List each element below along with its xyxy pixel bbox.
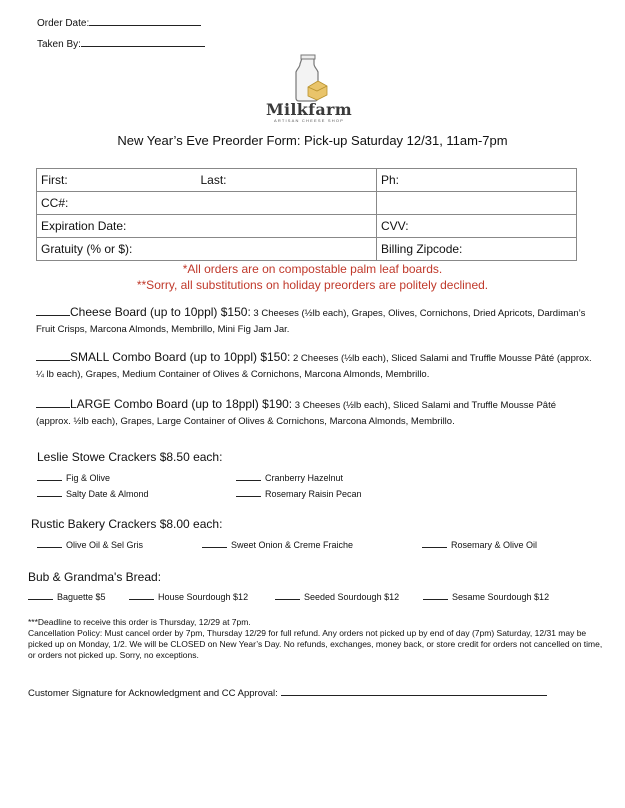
board-description: 2 Cheeses (½lb each), Sliced Salami and Truffle Mousse Pâté (approx. ¼ lb each), Grapes, Medium Container of Olives & Cornichons, Marcona Almonds, Membrillo. [36, 353, 592, 380]
cvv-cell[interactable] [377, 215, 577, 238]
board-option-small-combo[interactable] [36, 350, 592, 382]
rustic-item-olive-oil-sel-gris[interactable] [37, 539, 143, 550]
item-label: Rosemary & Olive Oil [451, 540, 538, 550]
cc-label: CC#: [41, 196, 69, 210]
expiration-cell[interactable] [37, 215, 377, 238]
board-name: Cheese Board (up to 10ppl) $150: [70, 305, 251, 319]
phone-label: Ph: [381, 173, 400, 187]
signature-line[interactable] [281, 686, 547, 696]
item-label: House Sourdough $12 [158, 592, 249, 602]
taken-by-label: Taken By: [37, 39, 81, 50]
quantity-blank[interactable] [236, 472, 261, 481]
order-date-line[interactable] [89, 16, 201, 26]
quantity-blank[interactable] [37, 488, 62, 497]
gratuity-label: Gratuity (% or $): [41, 242, 133, 256]
order-date-field[interactable] [37, 16, 201, 29]
board-name: LARGE Combo Board (up to 18ppl) $190: [70, 397, 293, 411]
notice-substitutions: **Sorry, all substitutions on holiday preorders are politely declined. [136, 278, 489, 292]
signature-label: Customer Signature for Acknowledgment and CC Approval: [28, 688, 278, 699]
customer-info-table [36, 168, 577, 261]
deadline-note: ***Deadline to receive this order is Thursday, 12/29 at 7pm. [28, 617, 251, 627]
board-option-cheese[interactable] [36, 305, 592, 337]
leslie-item-salty-date-almond[interactable] [37, 488, 149, 499]
signature-field[interactable] [28, 686, 547, 699]
board-name: SMALL Combo Board (up to 10ppl) $150: [70, 350, 291, 364]
milk-bottle-icon [253, 54, 365, 102]
cc-extra-cell[interactable] [377, 192, 577, 215]
bread-heading: Bub & Grandma's Bread: [28, 570, 162, 584]
billing-zip-label: Billing Zipcode: [381, 242, 463, 256]
item-label: Rosemary Raisin Pecan [265, 489, 362, 499]
first-name-label: First: [41, 173, 68, 187]
leslie-item-fig-olive[interactable] [37, 472, 110, 483]
board-description: 3 Cheeses (½lb each), Grapes, Olives, Cornichons, Dried Apricots, Dardiman’s Fruit Crisps, Marcona Almonds, Membrillo, Mini Fig Jam Jar. [36, 308, 586, 335]
board-description: 3 Cheeses (½lb each), Sliced Salami and Truffle Mousse Pâté (approx. ½lb each), Grapes, Large Container of Olives & Cornichons, Marcona Almonds, Membrillo. [36, 400, 556, 427]
leslie-stowe-heading: Leslie Stowe Crackers $8.50 each: [37, 450, 223, 464]
quantity-blank[interactable] [129, 591, 154, 600]
rustic-bakery-heading: Rustic Bakery Crackers $8.00 each: [31, 517, 223, 531]
gratuity-cell[interactable] [37, 238, 377, 261]
item-label: Fig & Olive [66, 473, 111, 483]
last-name-label: Last: [200, 173, 227, 187]
board-option-large-combo[interactable] [36, 397, 592, 429]
bread-item-seeded-sourdough[interactable] [275, 591, 399, 602]
quantity-blank[interactable] [236, 488, 261, 497]
quantity-blank[interactable] [422, 539, 447, 548]
bread-item-house-sourdough[interactable] [129, 591, 248, 602]
quantity-blank[interactable] [202, 539, 227, 548]
notice-compostable: *All orders are on compostable palm leaf boards. [182, 262, 443, 276]
expiration-label: Expiration Date: [41, 219, 127, 233]
page-title: New Year’s Eve Preorder Form: Pick-up Saturday 12/31, 11am-7pm [117, 133, 508, 148]
quantity-blank[interactable] [36, 397, 70, 408]
item-label: Sweet Onion & Creme Fraiche [231, 540, 354, 550]
taken-by-field[interactable] [37, 37, 205, 50]
bread-item-baguette[interactable] [28, 591, 106, 602]
quantity-blank[interactable] [275, 591, 300, 600]
logo-tagline: ARTISAN CHEESE SHOP [273, 118, 345, 123]
milkfarm-logo [253, 54, 365, 124]
logo-wordmark: Milkfarm [266, 100, 352, 119]
item-label: Seeded Sourdough $12 [304, 592, 400, 602]
order-date-label: Order Date: [37, 18, 90, 29]
billing-zip-cell[interactable] [377, 238, 577, 261]
rustic-item-sweet-onion[interactable] [202, 539, 353, 550]
phone-cell[interactable] [377, 169, 577, 192]
item-label: Salty Date & Almond [66, 489, 149, 499]
quantity-blank[interactable] [37, 472, 62, 481]
quantity-blank[interactable] [28, 591, 53, 600]
taken-by-line[interactable] [81, 37, 205, 47]
name-cell[interactable] [37, 169, 377, 192]
item-label: Sesame Sourdough $12 [452, 592, 550, 602]
cc-cell[interactable] [37, 192, 377, 215]
leslie-item-rosemary-raisin-pecan[interactable] [236, 488, 362, 499]
bread-item-sesame-sourdough[interactable] [423, 591, 549, 602]
rustic-item-rosemary-olive-oil[interactable] [422, 539, 537, 550]
quantity-blank[interactable] [37, 539, 62, 548]
item-label: Cranberry Hazelnut [265, 473, 344, 483]
item-label: Olive Oil & Sel Gris [66, 540, 144, 550]
quantity-blank[interactable] [423, 591, 448, 600]
quantity-blank[interactable] [36, 350, 70, 361]
cancellation-policy: Cancellation Policy: Must cancel order by 7pm, Thursday 12/29 for full refund. Any orders not picked up by end of day (7pm) Saturday, 12/31 may be picked up on Monday, 1/2. We will be CLOSED on New Year’s Day. No refunds, exchanges, money back, or store credit for orders not cancelled on time, or orders not picked up. Sorry, no exceptions. [28, 628, 603, 660]
quantity-blank[interactable] [36, 305, 70, 316]
leslie-item-cranberry-hazelnut[interactable] [236, 472, 343, 483]
item-label: Baguette $5 [57, 592, 106, 602]
cvv-label: CVV: [381, 219, 409, 233]
